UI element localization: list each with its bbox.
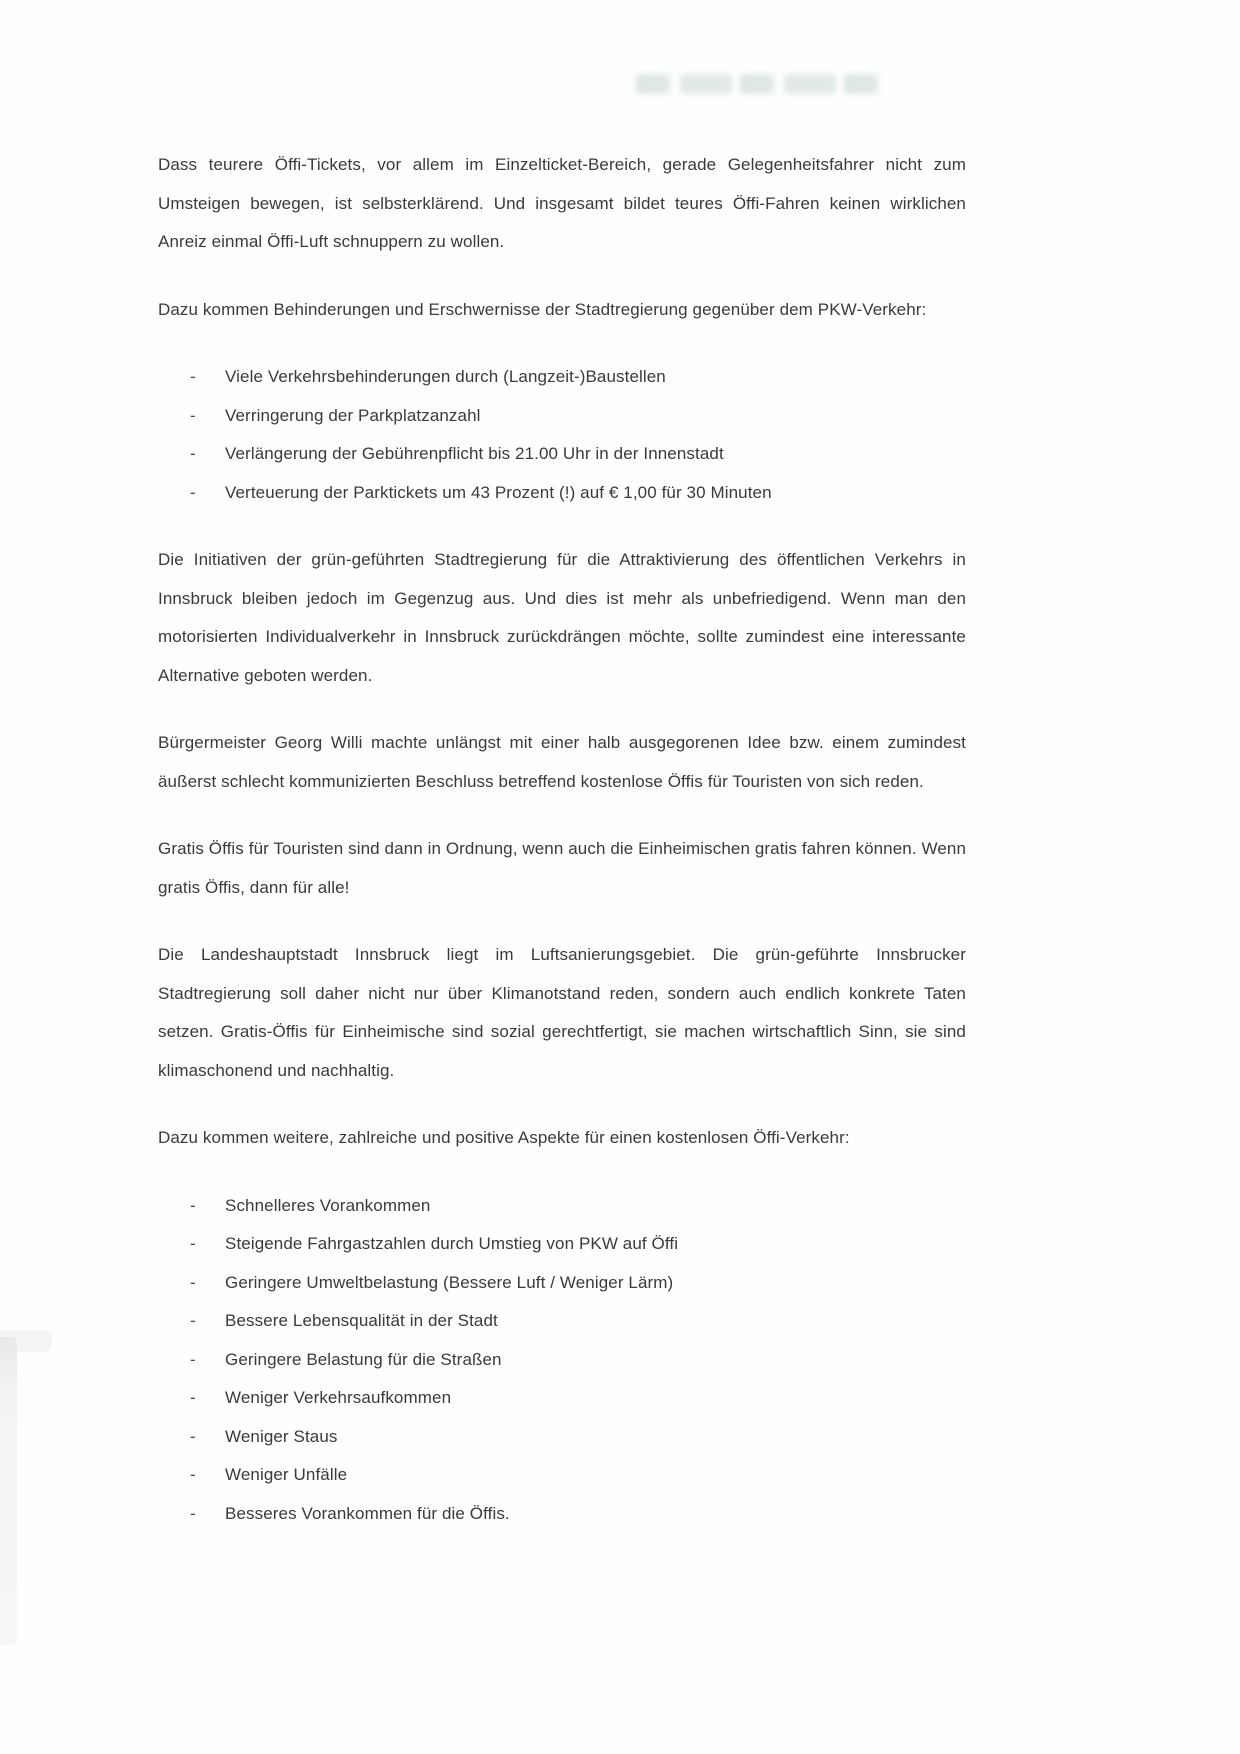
list-item-text: Steigende Fahrgastzahlen durch Umstieg von PKW auf Öffi [225, 1234, 679, 1253]
list-item-text: Bessere Lebensqualität in der Stadt [225, 1311, 498, 1330]
list-item [158, 1264, 966, 1303]
list-item [158, 1225, 966, 1264]
list-item [158, 1302, 966, 1341]
paragraph-gratis-oeffis: Gratis Öffis für Touristen sind dann in Ordnung, wenn auch die Einheimischen gratis fahren können. Wenn gratis Öffis, dann für alle! [158, 839, 966, 897]
paragraph-ticket-prices: Dass teurere Öffi-Tickets, vor allem im Einzelticket-Bereich, gerade Gelegenheitsfahrer nicht zum Umsteigen bewegen, ist selbsterklärend. Und insgesamt bildet teures Öffi-Fahren keinen wirklichen Anreiz einmal Öffi-Luft schnuppern zu wollen. [158, 155, 966, 251]
list-item-text: Geringere Belastung für die Straßen [225, 1349, 502, 1369]
list-item-text: Weniger Unfälle [225, 1465, 348, 1484]
scan-artifact-strip [0, 1337, 17, 1645]
list-item [158, 358, 966, 397]
list-item [158, 435, 966, 474]
list-item-text: Weniger Staus [225, 1426, 338, 1446]
list-item-text: Besseres Vorankommen für die Öffis. [225, 1503, 510, 1523]
list-item [158, 1187, 966, 1226]
paragraph-luftsanierung: Die Landeshauptstadt Innsbruck liegt im Luftsanierungsgebiet. Die grün-geführte Innsbrucker Stadtregierung soll daher nicht nur über Klimanotstand reden, sondern auch endlich konkrete Taten setzen. Gratis-Öffis für Einheimische sind sozial gerechtfertigt, sie machen wirtschaftlich Sinn, sie sind klimaschonend und nachhaltig. [158, 945, 966, 1080]
paragraph-aspects-intro: Dazu kommen weitere, zahlreiche und positive Aspekte für einen kostenlosen Öffi-Verkehr: [158, 1128, 850, 1147]
faded-stamp-line-1 [636, 74, 880, 94]
list-item-text: Verlängerung der Gebührenpflicht bis 21.00 Uhr in der Innenstadt [225, 444, 724, 463]
paragraph-pkw-intro: Dazu kommen Behinderungen und Erschwernisse der Stadtregierung gegenüber dem PKW-Verkehr: [158, 299, 927, 319]
list-item-text: Verringerung der Parkplatzanzahl [225, 405, 481, 425]
paragraph-initiatives: Die Initiativen der grün-geführten Stadtregierung für die Attraktivierung des öffentlichen Verkehrs in Innsbruck bleiben jedoch im Gegenzug aus. Und dies ist mehr als unbefriedigend. Wenn man den motorisierten Individualverkehr in Innsbruck zurückdrängen möchte, sollte zumindest eine interessante Alternative geboten werden. [158, 550, 966, 685]
list-item-text: Weniger Verkehrsaufkommen [225, 1388, 452, 1407]
list-pkw-restrictions [158, 358, 966, 512]
list-item [158, 1456, 966, 1495]
list-item [158, 397, 966, 436]
faded-stamp-line-2 [702, 102, 820, 114]
list-item [158, 1379, 966, 1418]
paragraph-mayor-willi: Bürgermeister Georg Willi machte unlängst mit einer halb ausgegorenen Idee bzw. einem zumindest äußerst schlecht kommunizierten Beschluss betreffend kostenlose Öffis für Touristen von sich reden. [158, 733, 966, 791]
list-item [158, 1341, 966, 1380]
list-item-text: Geringere Umweltbelastung (Bessere Luft / Weniger Lärm) [225, 1272, 674, 1292]
list-positive-aspects [158, 1187, 966, 1534]
faded-stamp [636, 74, 886, 124]
list-item [158, 1418, 966, 1457]
list-item-text: Verteuerung der Parktickets um 43 Prozent (!) auf € 1,00 für 30 Minuten [225, 482, 772, 502]
list-item [158, 1495, 966, 1534]
document-body [158, 146, 966, 1562]
list-item [158, 474, 966, 513]
list-item-text: Schnelleres Vorankommen [225, 1195, 431, 1215]
list-item-text: Viele Verkehrsbehinderungen durch (Langzeit-)Baustellen [225, 367, 666, 386]
